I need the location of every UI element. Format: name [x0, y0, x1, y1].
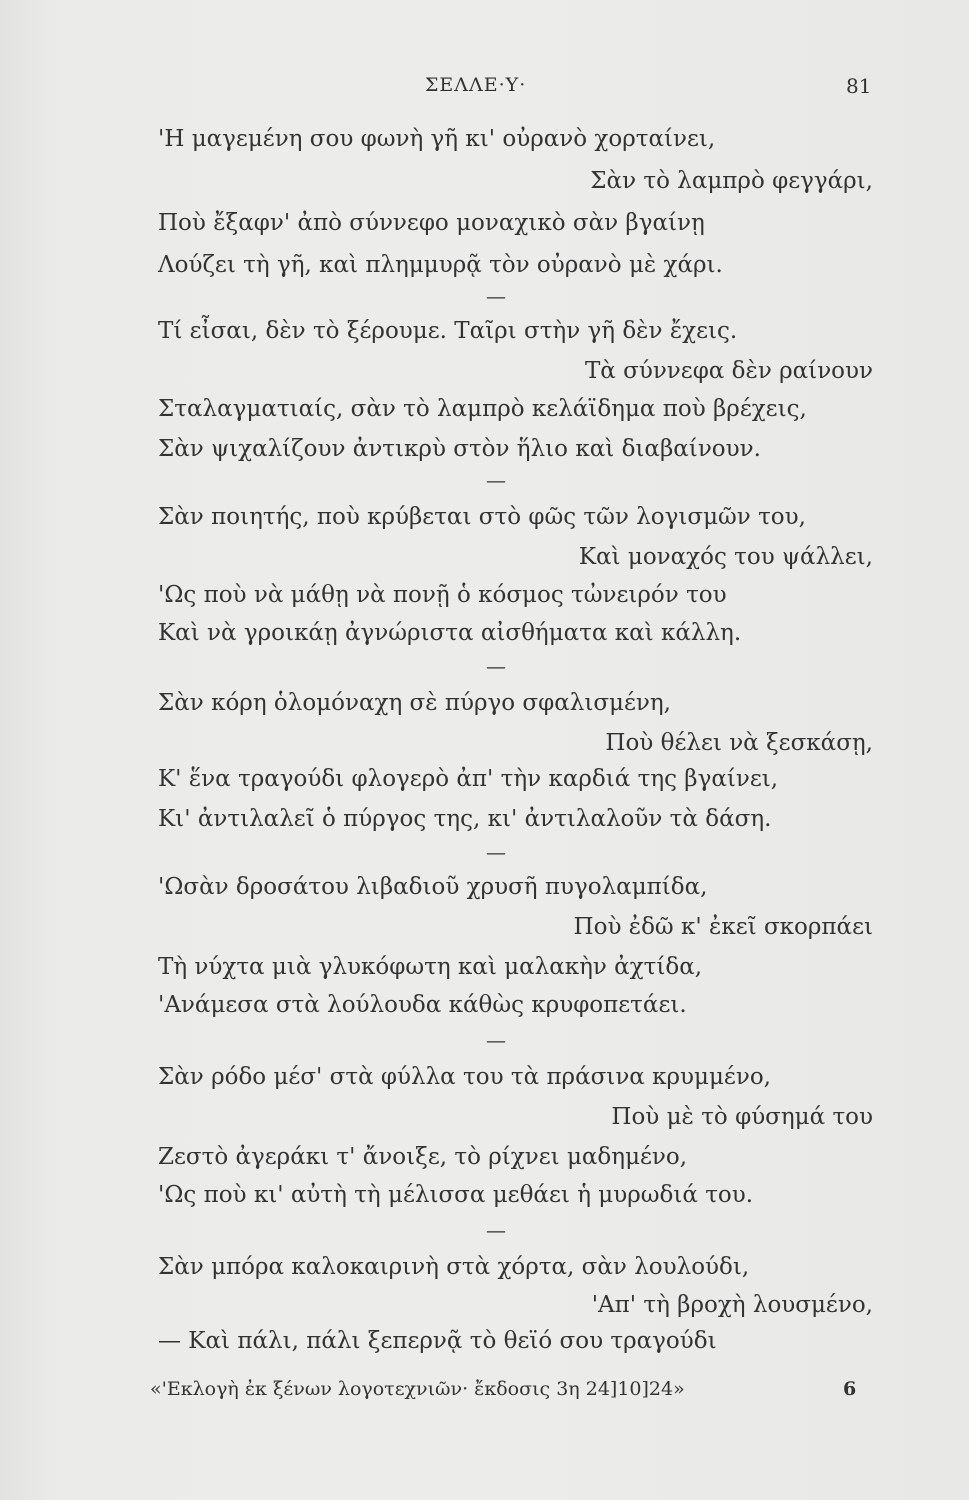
stanza-separator: — [486, 1028, 506, 1052]
stanza-separator: — [486, 654, 506, 678]
verse-line: 'Ως ποὺ νὰ μάθῃ νὰ πονῇ ὁ κόσμος τὠνειρόν του [158, 582, 727, 608]
verse-line: 'Ως ποὺ κι' αὐτὴ τὴ μέλισσα μεθάει ἡ μυρωδιά του. [158, 1182, 754, 1208]
verse-line: Σὰν τὸ λαμπρὸ φεγγάρι, [590, 168, 873, 194]
page-header [0, 74, 969, 104]
verse-line: Ποὺ ἔξαφν' ἀπὸ σύννεφο μοναχικὸ σὰν βγαίνῃ [158, 210, 705, 236]
footer-note: «'Εκλογὴ ἐκ ξένων λογοτεχνιῶν· ἔκδοσις 3η 24]10]24» [150, 1378, 685, 1400]
stanza-separator: — [486, 284, 506, 308]
verse-line: Σὰν ποιητής, ποὺ κρύβεται στὸ φῶς τῶν λογισμῶν του, [158, 504, 806, 530]
verse-line: — Καὶ πάλι, πάλι ξεπερνᾷ τὸ θεϊό σου τραγούδι [158, 1328, 717, 1354]
stanza-separator: — [486, 1218, 506, 1242]
verse-line: Σὰν ρόδο μέσ' στὰ φύλλα του τὰ πράσινα κρυμμένο, [158, 1064, 771, 1090]
verse-line: Κ' ἕνα τραγούδι φλογερὸ ἀπ' τὴν καρδιά της βγαίνει, [158, 766, 779, 792]
verse-line: Σὰν ψιχαλίζουν ἀντικρὺ στὸν ἥλιο καὶ διαβαίνουν. [158, 436, 761, 462]
stanza-separator: — [486, 468, 506, 492]
verse-line: Τὴ νύχτα μιὰ γλυκόφωτη καὶ μαλακὴν ἀχτίδα, [158, 954, 703, 980]
page-footer [0, 1378, 969, 1408]
verse-line: 'Απ' τὴ βροχὴ λουσμένο, [591, 1292, 873, 1318]
verse-line: Καὶ νὰ γροικάῃ ἀγνώριστα αἰσθήματα καὶ κάλλη. [158, 620, 742, 646]
verse-line: Λούζει τὴ γῆ, καὶ πλημμυρᾷ τὸν οὐρανὸ μὲ χάρι. [158, 252, 723, 278]
signature-mark: 6 [843, 1378, 857, 1400]
verse-line: Σὰν κόρη ὁλομόναχη σὲ πύργο σφαλισμένη, [158, 690, 671, 716]
verse-line: Κι' ἀντιλαλεῖ ὁ πύργος της, κι' ἀντιλαλοῦν τὰ δάση. [158, 806, 772, 832]
verse-line: 'Ωσὰν δροσάτου λιβαδιοῦ χρυσῆ πυγολαμπίδα, [158, 874, 708, 900]
verse-line: Τί εἶσαι, δὲν τὸ ξέρουμε. Ταῖρι στὴν γῆ δὲν ἔχεις. [158, 318, 738, 344]
verse-line: Σταλαγματιαίς, σὰν τὸ λαμπρὸ κελάϊδημα ποὺ βρέχεις, [158, 396, 807, 422]
verse-line: 'Η μαγεμένη σου φωνὴ γῆ κι' οὐρανὸ χορταίνει, [158, 126, 716, 152]
running-title: ΣΕΛΛΕ·Υ· [425, 74, 527, 96]
verse-line: Ποὺ ἐδῶ κ' ἐκεῖ σκορπάει [573, 914, 873, 940]
page-number: 81 [846, 74, 872, 98]
verse-line: Ποὺ θέλει νὰ ξεσκάσῃ, [605, 730, 873, 756]
verse-line: Τὰ σύννεφα δὲν ραίνουν [584, 358, 873, 384]
verse-line: 'Ανάμεσα στὰ λούλουδα κάθὼς κρυφοπετάει. [158, 992, 687, 1018]
stanza-separator: — [486, 840, 506, 864]
verse-line: Ζεστὸ ἀγεράκι τ' ἄνοιξε, τὸ ρίχνει μαδημένο, [158, 1144, 688, 1170]
verse-line: Καὶ μοναχός του ψάλλει, [578, 544, 873, 570]
verse-line: Ποὺ μὲ τὸ φύσημά του [611, 1104, 873, 1130]
verse-line: Σὰν μπόρα καλοκαιρινὴ στὰ χόρτα, σὰν λουλούδι, [158, 1254, 750, 1280]
